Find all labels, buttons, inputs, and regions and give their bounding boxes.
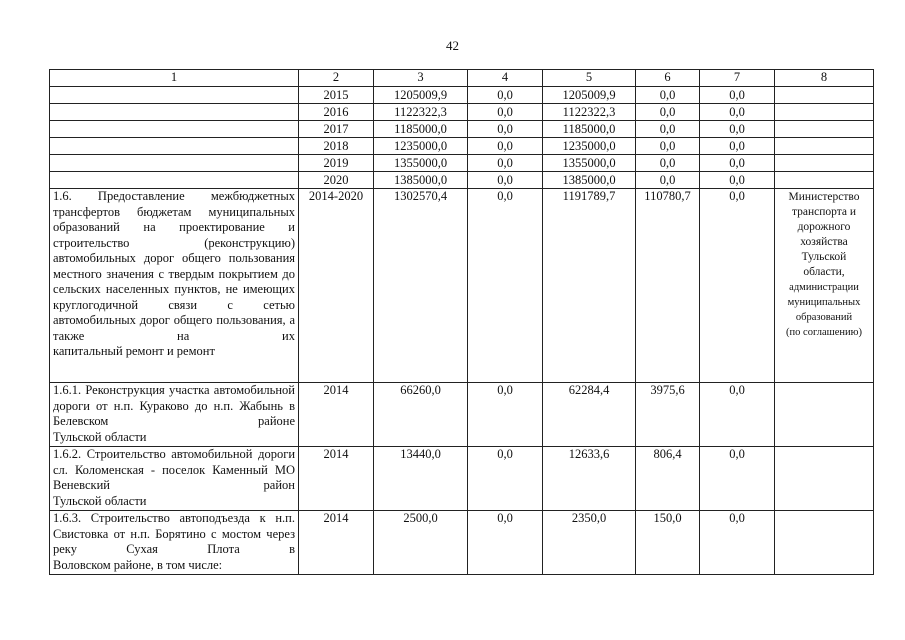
agency-cell [775, 121, 874, 138]
year-cell: 2018 [299, 138, 374, 155]
name-cell [50, 172, 299, 189]
table-row [50, 104, 874, 121]
agency-cell [775, 138, 874, 155]
value-cell: 0,0 [636, 155, 700, 172]
value-cell: 0,0 [700, 121, 775, 138]
value-cell: 62284,4 [543, 383, 636, 447]
period-cell: 2014-2020 [299, 189, 374, 383]
budget-table [49, 69, 874, 575]
name-cell [50, 138, 299, 155]
value-cell: 1302570,4 [374, 189, 468, 383]
value-cell: 1122322,3 [543, 104, 636, 121]
value-cell: 1235000,0 [543, 138, 636, 155]
value-cell: 12633,6 [543, 447, 636, 511]
page-number: 42 [446, 38, 459, 53]
value-cell: 0,0 [636, 138, 700, 155]
value-cell: 0,0 [468, 155, 543, 172]
value-cell: 0,0 [468, 121, 543, 138]
header-cell: 2 [299, 70, 374, 87]
agency-cell [775, 155, 874, 172]
year-cell: 2016 [299, 104, 374, 121]
value-cell: 3975,6 [636, 383, 700, 447]
agency-cell [775, 511, 874, 575]
value-cell: 13440,0 [374, 447, 468, 511]
year-cell: 2020 [299, 172, 374, 189]
year-cell: 2014 [299, 383, 374, 447]
section-row [50, 189, 874, 383]
value-cell: 1385000,0 [543, 172, 636, 189]
value-cell: 1185000,0 [543, 121, 636, 138]
value-cell: 0,0 [468, 87, 543, 104]
table-row [50, 172, 874, 189]
value-cell: 150,0 [636, 511, 700, 575]
value-cell: 2500,0 [374, 511, 468, 575]
table-row [50, 87, 874, 104]
value-cell: 1191789,7 [543, 189, 636, 383]
header-cell: 5 [543, 70, 636, 87]
value-cell: 0,0 [700, 87, 775, 104]
value-cell: 0,0 [468, 511, 543, 575]
subsection-row [50, 447, 874, 511]
subsection-row [50, 383, 874, 447]
value-cell: 0,0 [636, 87, 700, 104]
value-cell: 0,0 [468, 172, 543, 189]
header-cell: 1 [50, 70, 299, 87]
header-cell: 6 [636, 70, 700, 87]
value-cell: 0,0 [468, 447, 543, 511]
agency-cell [775, 104, 874, 121]
name-cell [50, 104, 299, 121]
value-cell: 1185000,0 [374, 121, 468, 138]
header-row [50, 70, 874, 87]
value-cell: 0,0 [636, 104, 700, 121]
section-title: 1.6. Предоставление межбюджетных трансфертов бюджетам муниципальных образований на проектирование и строительство (реконструкцию) автомобильных дорог общего пользования местного значения с твердым покрытием до сельских населенных пунктов, не имеющих круглогодичной связи с сетью автомобильных дорог общего пользования, а также на их капитальный ремонт и ремонт [50, 189, 299, 383]
value-cell: 2350,0 [543, 511, 636, 575]
year-cell: 2019 [299, 155, 374, 172]
value-cell: 0,0 [700, 511, 775, 575]
value-cell: 0,0 [700, 189, 775, 383]
value-cell: 0,0 [468, 138, 543, 155]
value-cell: 1122322,3 [374, 104, 468, 121]
table-row [50, 155, 874, 172]
value-cell: 0,0 [468, 383, 543, 447]
name-cell [50, 155, 299, 172]
name-cell [50, 121, 299, 138]
value-cell: 1205009,9 [543, 87, 636, 104]
header-cell: 3 [374, 70, 468, 87]
table-row [50, 121, 874, 138]
agency-cell [775, 87, 874, 104]
header-cell: 4 [468, 70, 543, 87]
agency-cell [775, 383, 874, 447]
subsection-title: 1.6.2. Строительство автомобильной дороги сл. Коломенская - поселок Каменный МО Веневский район Тульской области [50, 447, 299, 511]
agency-cell [775, 172, 874, 189]
subsection-row [50, 511, 874, 575]
agency-cell [775, 447, 874, 511]
value-cell: 1355000,0 [374, 155, 468, 172]
name-cell [50, 87, 299, 104]
value-cell: 66260,0 [374, 383, 468, 447]
agency-cell: Министерство транспорта и дорожного хозяйства Тульской области, администрации муниципальных образований (по соглашению) [775, 189, 874, 383]
value-cell: 0,0 [700, 447, 775, 511]
value-cell: 1385000,0 [374, 172, 468, 189]
year-cell: 2015 [299, 87, 374, 104]
value-cell: 0,0 [700, 383, 775, 447]
header-cell: 7 [700, 70, 775, 87]
subsection-title: 1.6.3. Строительство автоподъезда к н.п. Свистовка от н.п. Борятино с мостом через реку Сухая Плота в Воловском районе, в том числе: [50, 511, 299, 575]
value-cell: 110780,7 [636, 189, 700, 383]
value-cell: 806,4 [636, 447, 700, 511]
value-cell: 0,0 [468, 189, 543, 383]
value-cell: 1205009,9 [374, 87, 468, 104]
subsection-title: 1.6.1. Реконструкция участка автомобильной дороги от н.п. Кураково до н.п. Жабынь в Белевском районе Тульской области [50, 383, 299, 447]
value-cell: 0,0 [468, 104, 543, 121]
value-cell: 0,0 [700, 104, 775, 121]
value-cell: 0,0 [636, 121, 700, 138]
value-cell: 0,0 [700, 172, 775, 189]
year-cell: 2014 [299, 511, 374, 575]
table-row [50, 138, 874, 155]
value-cell: 0,0 [700, 155, 775, 172]
value-cell: 1355000,0 [543, 155, 636, 172]
value-cell: 0,0 [700, 138, 775, 155]
value-cell: 1235000,0 [374, 138, 468, 155]
year-cell: 2014 [299, 447, 374, 511]
value-cell: 0,0 [636, 172, 700, 189]
year-cell: 2017 [299, 121, 374, 138]
header-cell: 8 [775, 70, 874, 87]
